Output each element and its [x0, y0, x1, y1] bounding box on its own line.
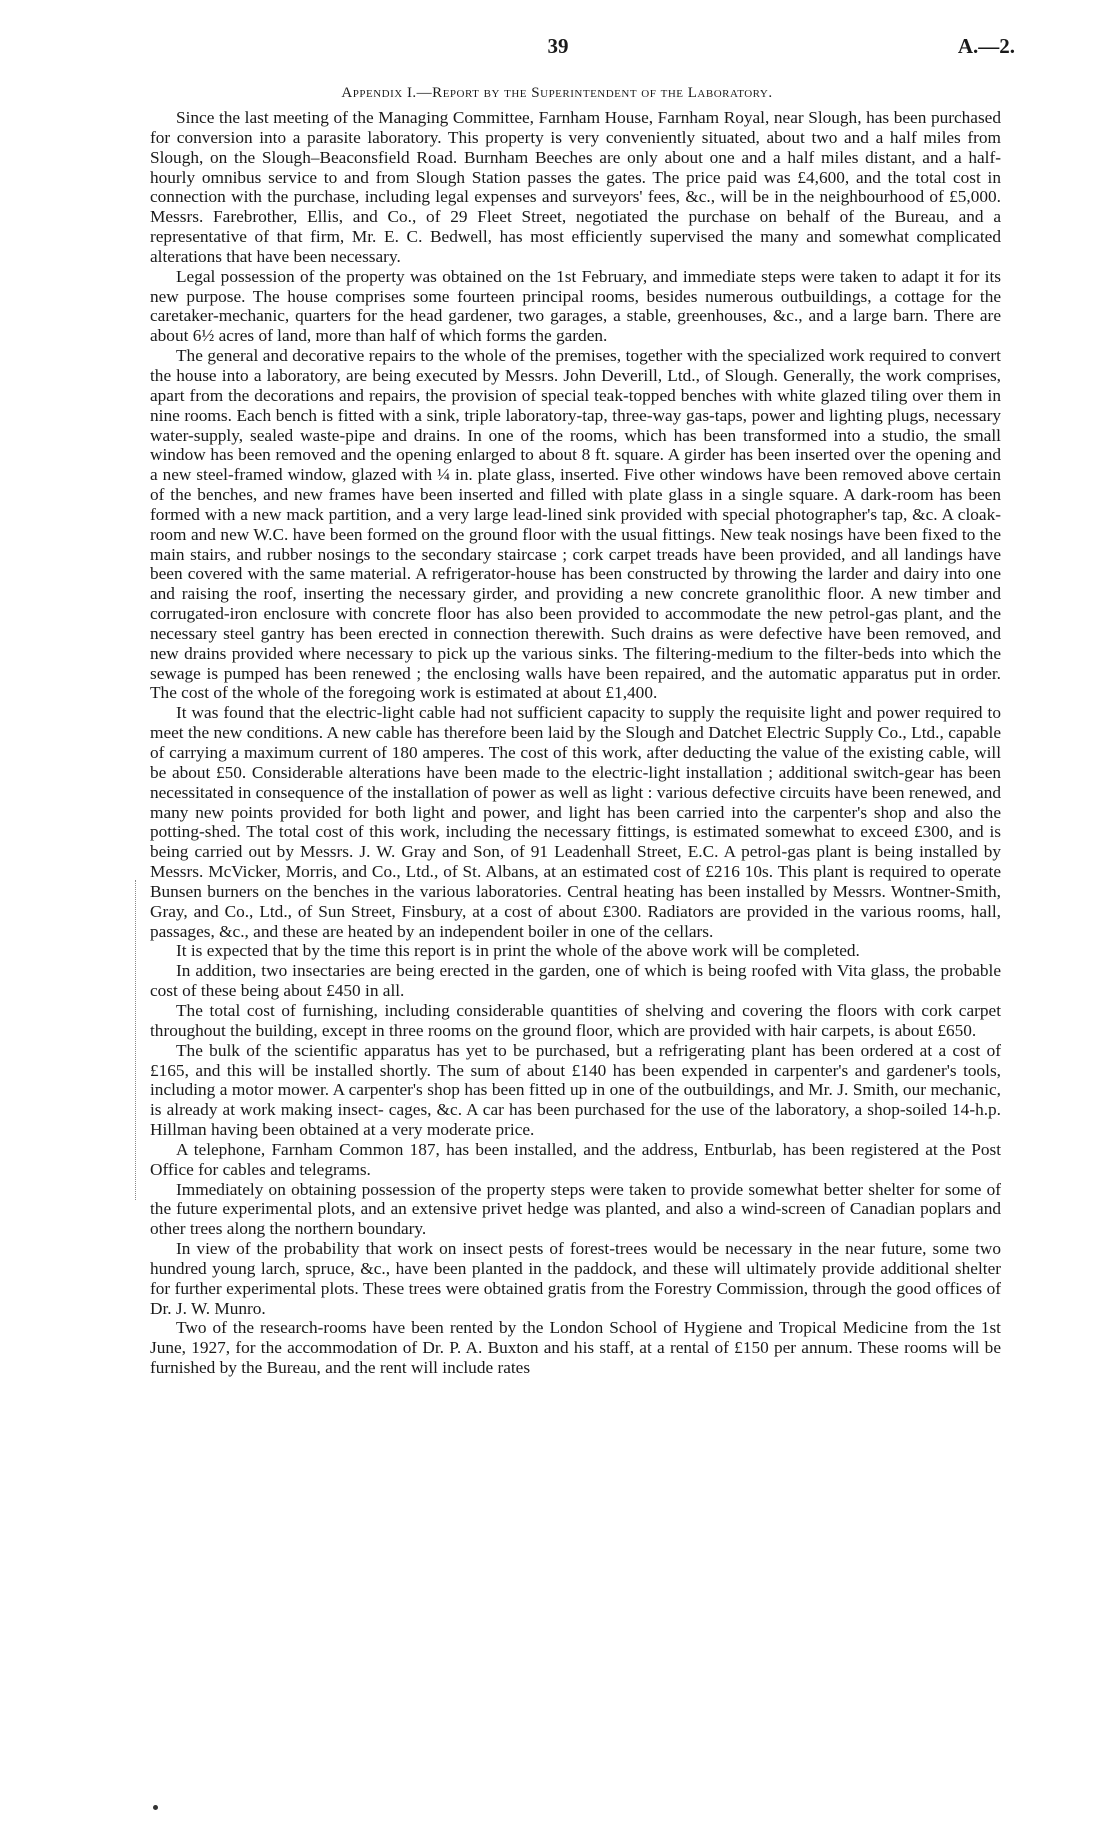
paragraph-shelter: Immediately on obtaining possession of the property steps were taken to provide somewhat better shelter for some of the future experimental plots, and an extensive privet hedge was planted, and also a wind-screen of Canadian poplars and other trees along the northern boundary.: [150, 1179, 1001, 1239]
paragraph-forest-trees: In view of the probability that work on insect pests of forest-trees would be necessary in the near future, some two hundred young larch, spruce, &c., have been planted in the paddock, and these will ultimately provide additional shelter for further experimental plots. These trees were obtained gratis from the Forestry Commission, through the good offices of Dr. J. W. Munro.: [150, 1239, 1001, 1318]
page-number: 39: [547, 34, 569, 58]
paragraph-apparatus: The bulk of the scientific apparatus has yet to be purchased, but a refrigerating plant has been ordered at a cost of £165, and this will be installed shortly. The sum of about £140 has been expended in carpenter's and gardener's tools, including a motor mower. A carpenter's shop has been fitted up in one of the outbuildings, and Mr. J. Smith, our mechanic, is already at work making insect- cages, &c. A car has been purchased for the use of the laboratory, a shop-soiled 14-h.p. Hillman having been obtained at a very moderate price.: [150, 1040, 1001, 1140]
series-code: A.—2.: [957, 34, 1015, 58]
paragraph-possession: Legal possession of the property was obtained on the 1st February, and immediate steps were taken to adapt it for its new purpose. The house comprises some fourteen principal rooms, besides numerous outbuildings, a cottage for the caretaker-mechanic, quarters for the head gardener, two garages, a stable, greenhouses, &c., and a large barn. There are about 6½ acres of land, more than half of which forms the garden.: [150, 266, 1001, 346]
stray-print-dot: [153, 1805, 158, 1810]
paragraph-telephone: A telephone, Farnham Common 187, has been installed, and the address, Entburlab, has been registered at the Post Office for cables and telegrams.: [150, 1139, 1001, 1179]
paragraph-insectaries: In addition, two insectaries are being erected in the garden, one of which is being roofed with Vita glass, the probable cost of these being about £450 in all.: [150, 961, 1001, 1001]
margin-dotted-mark: [135, 880, 136, 1200]
paragraph-completion: It is expected that by the time this report is in print the whole of the above work will be completed.: [176, 941, 860, 961]
paragraph-purchase: Since the last meeting of the Managing Committee, Farnham House, Farnham Royal, near Slough, has been purchased for conversion into a parasite laboratory. This property is very conveniently situated, about two and a half miles from Slough, on the Slough–Beaconsfield Road. Burnham Beeches are only about one and a half miles distant, and a half-hourly omnibus service to and from Slough Station passes the gates. The price paid was £4,600, and the total cost in connection with the purchase, including legal expenses and surveyors' fees, &c., will be in the neighbourhood of £5,000. Messrs. Farebrother, Ellis, and Co., of 29 Fleet Street, negotiated the purchase on behalf of the Bureau, and a representative of that firm, Mr. E. C. Bedwell, has most efficiently supervised the many and somewhat complicated alterations that have been necessary.: [150, 108, 1001, 266]
paragraph-furnishing: The total cost of furnishing, including considerable quantities of shelving and covering the floors with cork carpet throughout the building, except in three rooms on the ground floor, which are provided with hair carpets, is about £650.: [150, 1000, 1001, 1040]
paragraph-electric: It was found that the electric-light cable had not sufficient capacity to supply the requisite light and power required to meet the new conditions. A new cable has therefore been laid by the Slough and Datchet Electric Supply Co., Ltd., capable of carrying a maximum current of 180 amperes. The cost of this work, after deducting the value of the existing cable, will be about £50. Considerable alterations have been made to the electric-light installation ; additional switch-gear has been necessitated in consequence of the installation of power as well as light : various defective circuits have been renewed, and many new points provided for both light and power, and light has been carried into the carpenter's shop and also the potting-shed. The total cost of this work, including the necessary fittings, is estimated somewhat to exceed £300, and is being carried out by Messrs. J. W. Gray and Son, of 91 Leadenhall Street, E.C. A petrol-gas plant is being installed by Messrs. McVicker, Morris, and Co., Ltd., of St. Albans, at an estimated cost of £216 10s. This plant is required to operate Bunsen burners on the benches in the various laboratories. Central heating has been installed by Messrs. Wontner-Smith, Gray, and Co., Ltd., of Sun Street, Finsbury, at a cost of about £300. Radiators are provided in the various rooms, hall, passages, &c., and these are heated by an independent boiler in one of the cellars.: [150, 703, 1001, 941]
paragraph-repairs: The general and decorative repairs to the whole of the premises, together with the specialized work required to convert the house into a laboratory, are being executed by Messrs. John Deverill, Ltd., of Slough. Generally, the work comprises, apart from the decorations and repairs, the provision of special teak-topped benches with white glazed tiling over them in nine rooms. Each bench is fitted with a sink, triple laboratory-tap, three-way gas-taps, power and lighting plugs, necessary water-supply, sealed waste-pipe and drains. In one of the rooms, which has been transformed into a studio, the small window has been removed and the opening enlarged to about 8 ft. square. A girder has been inserted over the opening and a new steel-framed window, glazed with ¼ in. plate glass, inserted. Five other windows have been removed above certain of the benches, and new frames have been inserted and filled with plate glass in a single square. A dark-room has been formed with a new mack partition, and a very large lead-lined sink provided with special photographer's tap, &c. A cloak-room and new W.C. have been formed on the ground floor with the usual fittings. New teak nosings have been fixed to the main stairs, and rubber nosings to the secondary staircase ; cork carpet treads have been provided, and all landings have been covered with the same material. A refrigerator-house has been constructed by throwing the larder and dairy into one and raising the roof, inserting the necessary girder, and providing a new concrete granolithic floor. A new timber and corrugated-iron enclosure with concrete floor has also been provided to accommodate the new petrol-gas plant, and the necessary steel gantry has been erected in connection therewith. Such drains as were defective have been removed, and new drains provided where necessary to pick up the various sinks. The filtering-medium to the filter-beds into which the sewage is pumped has been renewed ; the enclosing walls have been repaired, and the automatic apparatus put in order. The cost of the whole of the foregoing work is estimated at about £1,400.: [150, 346, 1001, 703]
report-body: [150, 108, 1001, 1378]
paragraph-rooms-rented: Two of the research-rooms have been rented by the London School of Hygiene and Tropical Medicine from the 1st June, 1927, for the accommodation of Dr. P. A. Buxton and his staff, at a rental of £150 per annum. These rooms will be furnished by the Bureau, and the rent will include rates: [150, 1318, 1001, 1378]
appendix-heading: Appendix I.—Report by the Superintendent of the Laboratory.: [341, 85, 773, 101]
